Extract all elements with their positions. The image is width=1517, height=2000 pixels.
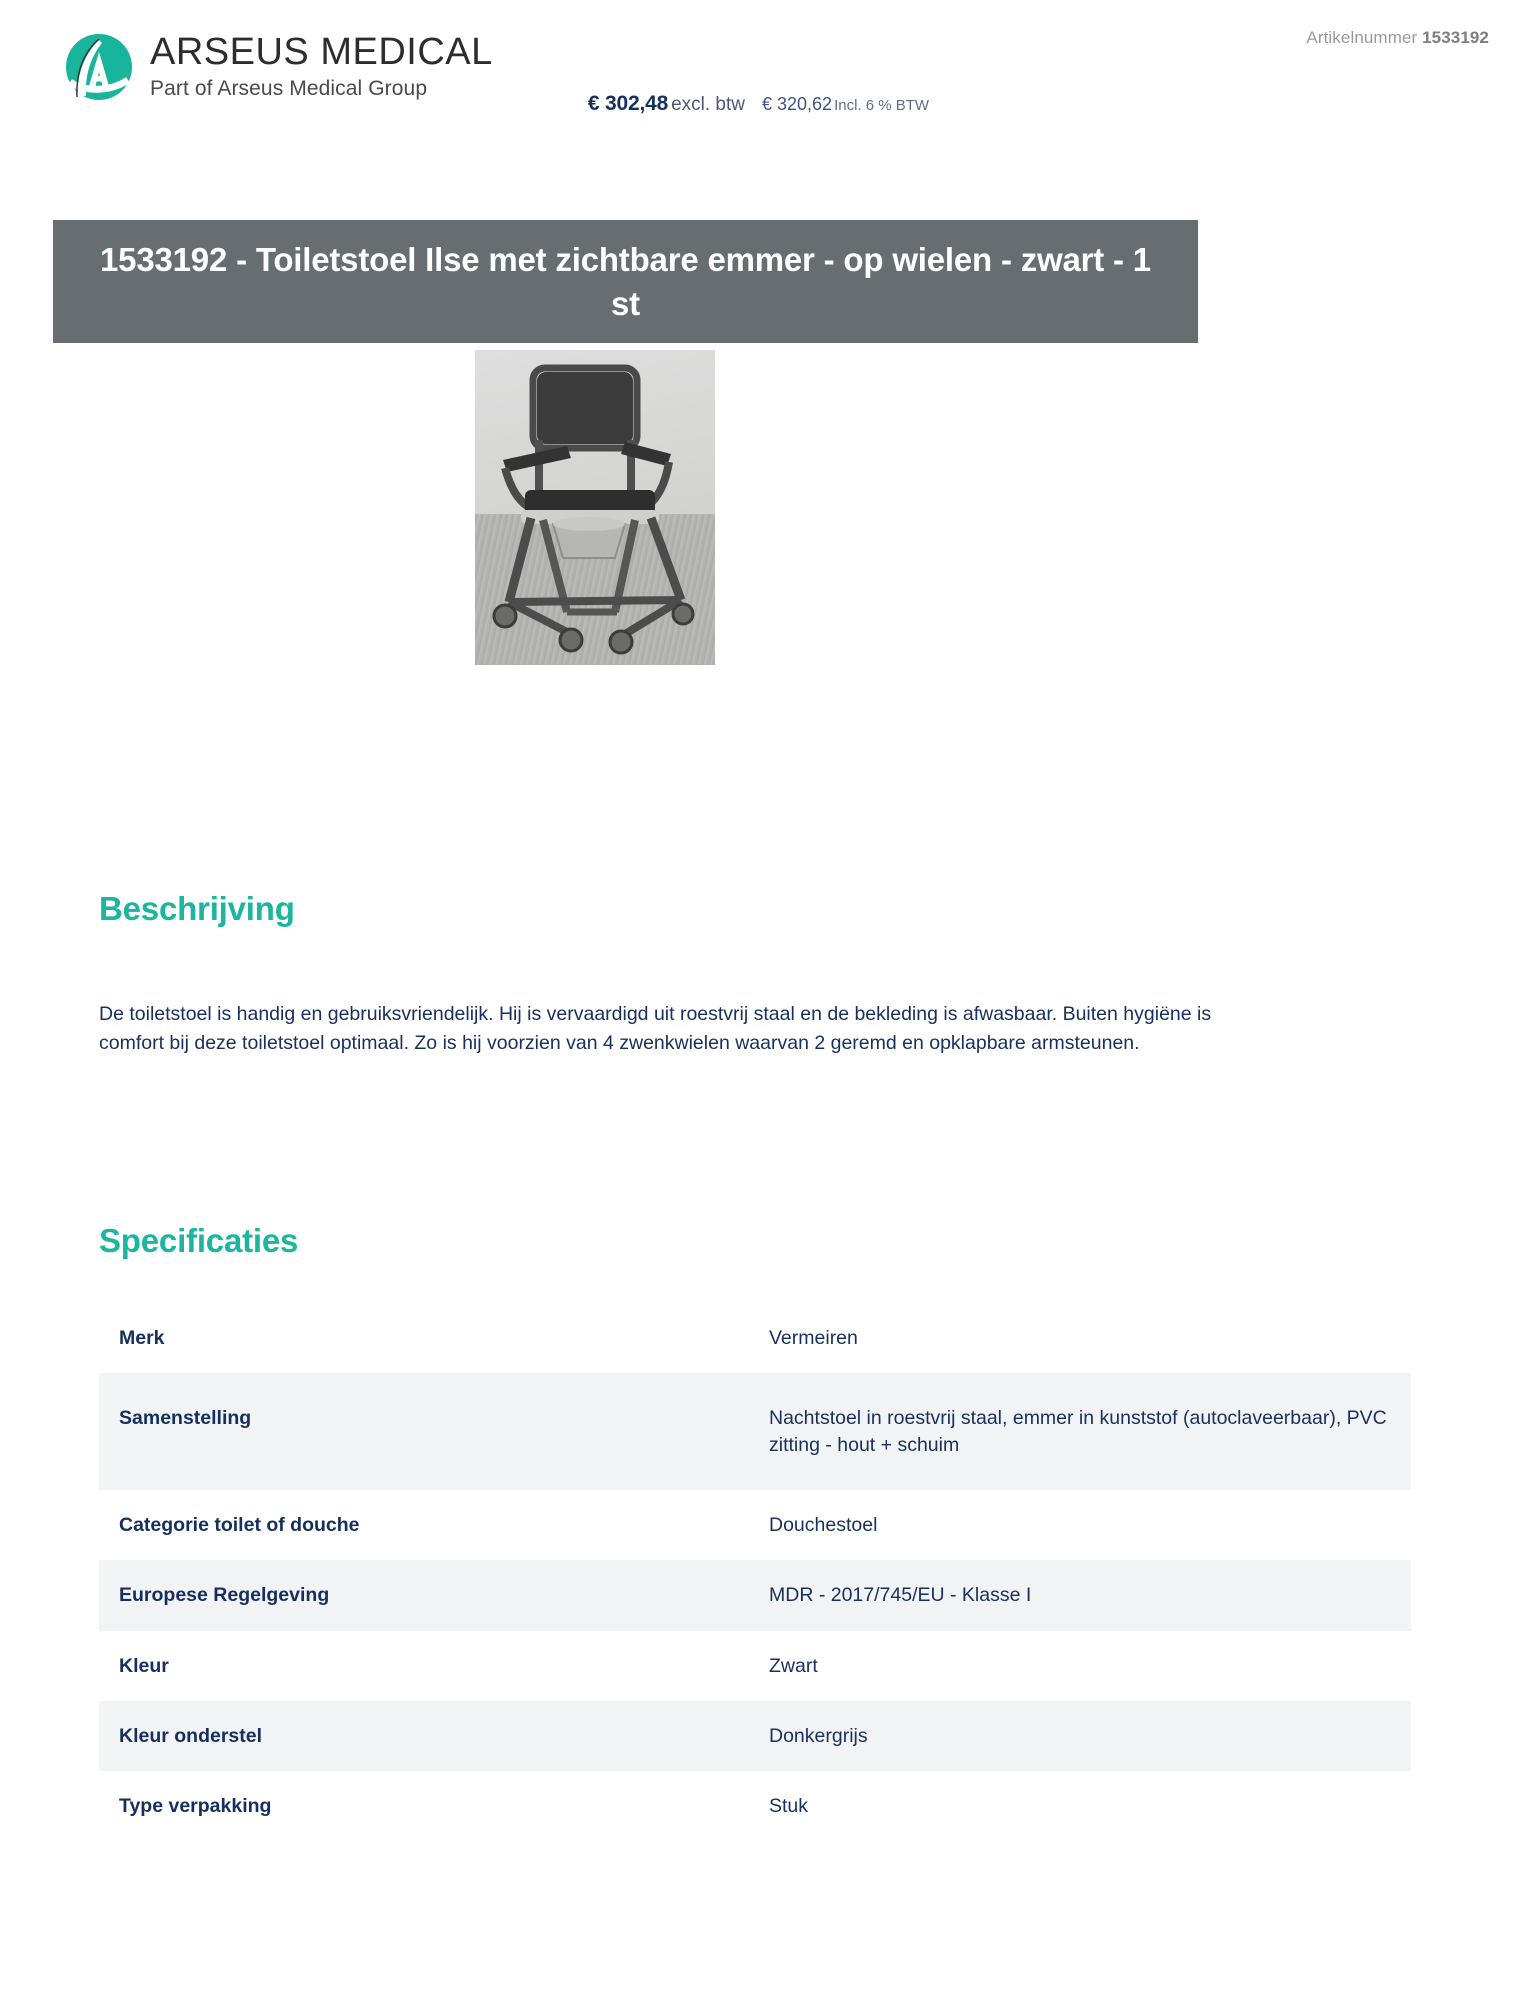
spec-value: Stuk <box>769 1795 809 1818</box>
table-row <box>99 1373 1411 1490</box>
spec-label: Kleur onderstel <box>119 1724 263 1747</box>
spec-value: Nachtstoel in roestvrij staal, emmer in kunststof (autoclaveerbaar), PVC zitting - hout + schuim <box>769 1407 1387 1456</box>
table-row <box>99 1631 1411 1701</box>
product-title-banner <box>53 220 1198 343</box>
page-header <box>0 0 1517 150</box>
table-row <box>99 1701 1411 1771</box>
spec-label: Merk <box>119 1327 165 1349</box>
specifications-table-body <box>99 1303 1411 1842</box>
price-excl-vat-amount: € 302,48 <box>587 92 669 115</box>
price-incl-vat-amount: € 320,62 <box>761 94 833 114</box>
table-row <box>99 1490 1411 1560</box>
price-excl-vat-suffix: excl. btw <box>671 94 745 115</box>
logo-subtitle: Part of Arseus Medical Group <box>150 76 428 100</box>
table-row <box>99 1303 1411 1373</box>
article-number-value: 1533192 <box>1422 28 1489 47</box>
spec-label: Categorie toilet of douche <box>119 1513 360 1536</box>
spec-value: MDR - 2017/745/EU - Klasse I <box>769 1584 1032 1607</box>
page-title: 1533192 - Toiletstoel Ilse met zichtbare emmer - op wielen - zwart - 1 st <box>100 240 1151 322</box>
spec-value: Zwart <box>769 1654 818 1677</box>
spec-label: Samenstelling <box>119 1407 252 1430</box>
specifications-heading: Specificaties <box>99 1222 299 1259</box>
article-number <box>1306 28 1489 48</box>
price-incl-vat-suffix: Incl. 6 % BTW <box>834 97 930 114</box>
spec-value: Donkergrijs <box>769 1724 868 1747</box>
commode-chair-illustration <box>475 350 715 665</box>
table-row <box>99 1771 1411 1841</box>
product-image <box>475 350 715 665</box>
spec-value: Douchestoel <box>769 1513 878 1536</box>
price-line <box>0 92 1517 116</box>
article-number-label: Artikelnummer <box>1306 28 1418 47</box>
spec-label: Europese Regelgeving <box>119 1584 330 1607</box>
specifications-table <box>99 1303 1411 1842</box>
spec-label: Kleur <box>119 1654 169 1677</box>
spec-value: Vermeiren <box>769 1327 858 1349</box>
description-heading: Beschrijving <box>99 890 295 927</box>
table-row <box>99 1560 1411 1630</box>
logo-title: ARSEUS MEDICAL <box>150 31 493 74</box>
description-body: De toiletstoel is handig en gebruiksvriendelijk. Hij is vervaardigd uit roestvrij staal en de bekleding is afwasbaar. Buiten hygiëne is comfort bij deze toiletstoel optimaal. Zo is hij voorzien van 4 zwenkwielen waarvan 2 geremd en opklapbare armsteunen. <box>99 1003 1212 1054</box>
spec-label: Type verpakking <box>119 1795 272 1818</box>
